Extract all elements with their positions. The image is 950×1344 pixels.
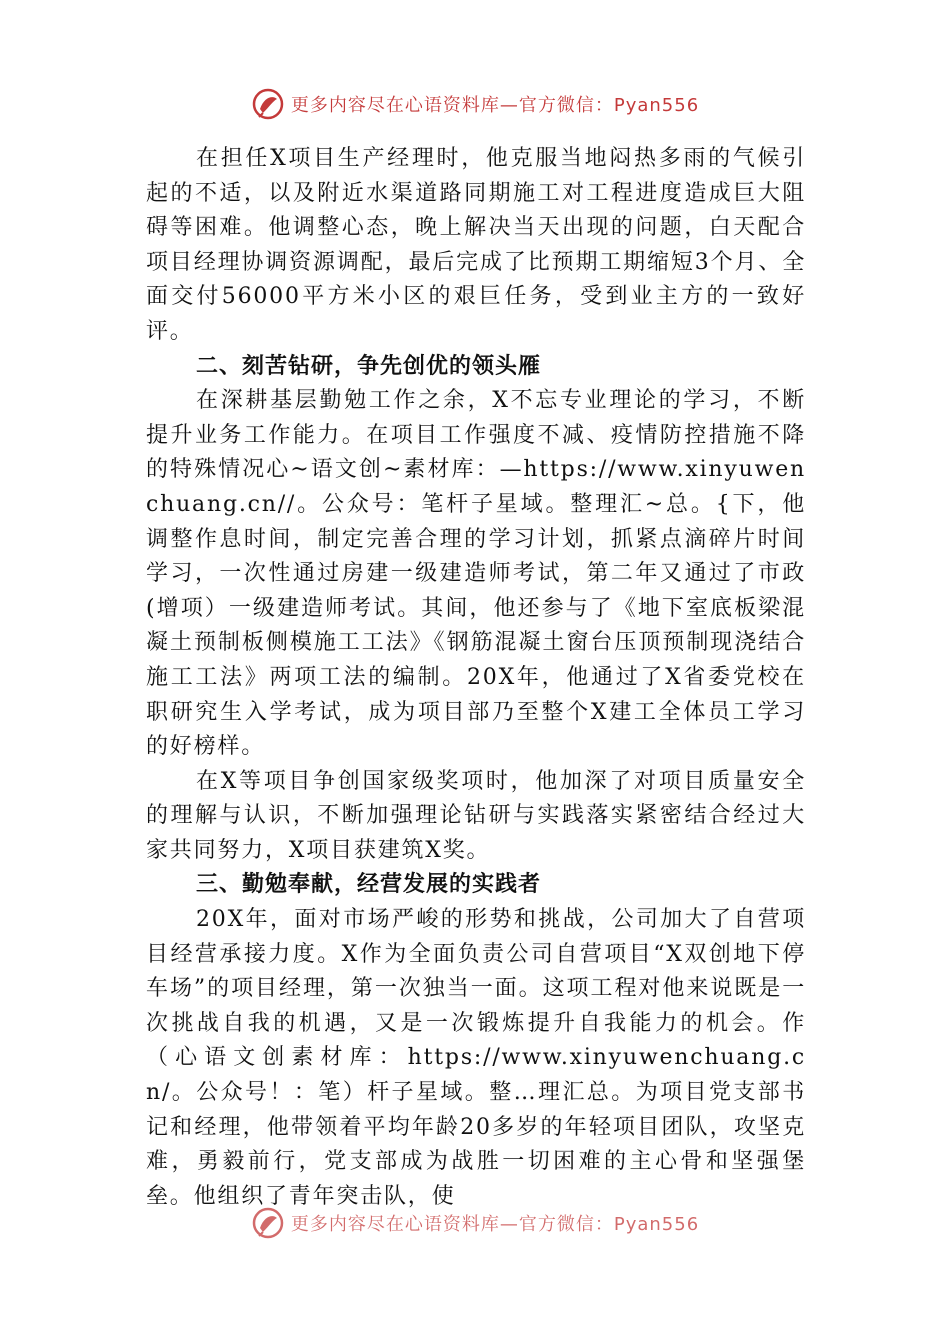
brand-logo-icon: [251, 1206, 285, 1240]
document-body: [146, 142, 806, 1214]
watermark-banner-bottom: [0, 1203, 950, 1243]
paragraph-1: 在担任X项目生产经理时，他克服当地闷热多雨的气候引起的不适，以及附近水渠道路同期施工对工程进度造成巨大阻碍等困难。他调整心态，晚上解决当天出现的问题，白天配合项目经理协调资源调配，最后完成了比预期工期缩短3个月、全面交付56000平方米小区的艰巨任务，受到业主方的一致好评。: [146, 146, 806, 344]
watermark-text: 更多内容尽在心语资料库—官方微信：Pyan556: [290, 1214, 700, 1235]
section-heading-2: 二、刻苦钻研，争先创优的领头雁: [196, 353, 542, 379]
paragraph-4: 20X年，面对市场严峻的形势和挑战，公司加大了自营项目经营承接力度。X作为全面负责公司自营项目“X双创地下停车场”的项目经理，第一次独当一面。这项工程对他来说既是一次挑战自我的机遇，又是一次锻炼提升自我能力的机会。作（心语文创素材库：https://www.xinyuwenchuang.cn/。公众号！：笔）杆子星域。整…理汇总。为项目党支部书记和经理，他带领着平均年龄20多岁的年轻项目团队，攻坚克难，勇毅前行，党支部成为战胜一切困难的主心骨和坚强堡垒。他组织了青年突击队，使: [146, 907, 806, 1209]
watermark-text: 更多内容尽在心语资料库—官方微信：Pyan556: [290, 95, 700, 116]
paragraph-3: 在X等项目争创国家级奖项时，他加深了对项目质量安全的理解与认识，不断加强理论钻研与实践落实紧密结合经过大家共同努力，X项目获建筑X奖。: [146, 768, 806, 863]
brand-logo-icon: [251, 87, 285, 121]
watermark-banner-top: [0, 84, 950, 124]
paragraph-2: 在深耕基层勤勉工作之余，X不忘专业理论的学习，不断提升业务工作能力。在项目工作强度不减、疫情防控措施不降的特殊情况心~语文创~素材库：—https://www.xinyuwenchuang.cn//。公众号：笔杆子星域。整理汇~总。{下，他调整作息时间，制定完善合理的学习计划，抓紧点滴碎片时间学习，一次性通过房建一级建造师考试，第二年又通过了市政(增项）一级建造师考试。其间，他还参与了《地下室底板梁混凝土预制板侧模施工工法》《钢筋混凝土窗台压顶预制现浇结合施工工法》两项工法的编制。20X年，他通过了X省委党校在职研究生入学考试，成为项目部乃至整个X建工全体员工学习的好榜样。: [146, 388, 806, 760]
section-heading-3: 三、勤勉奉献，经营发展的实践者: [196, 872, 542, 898]
